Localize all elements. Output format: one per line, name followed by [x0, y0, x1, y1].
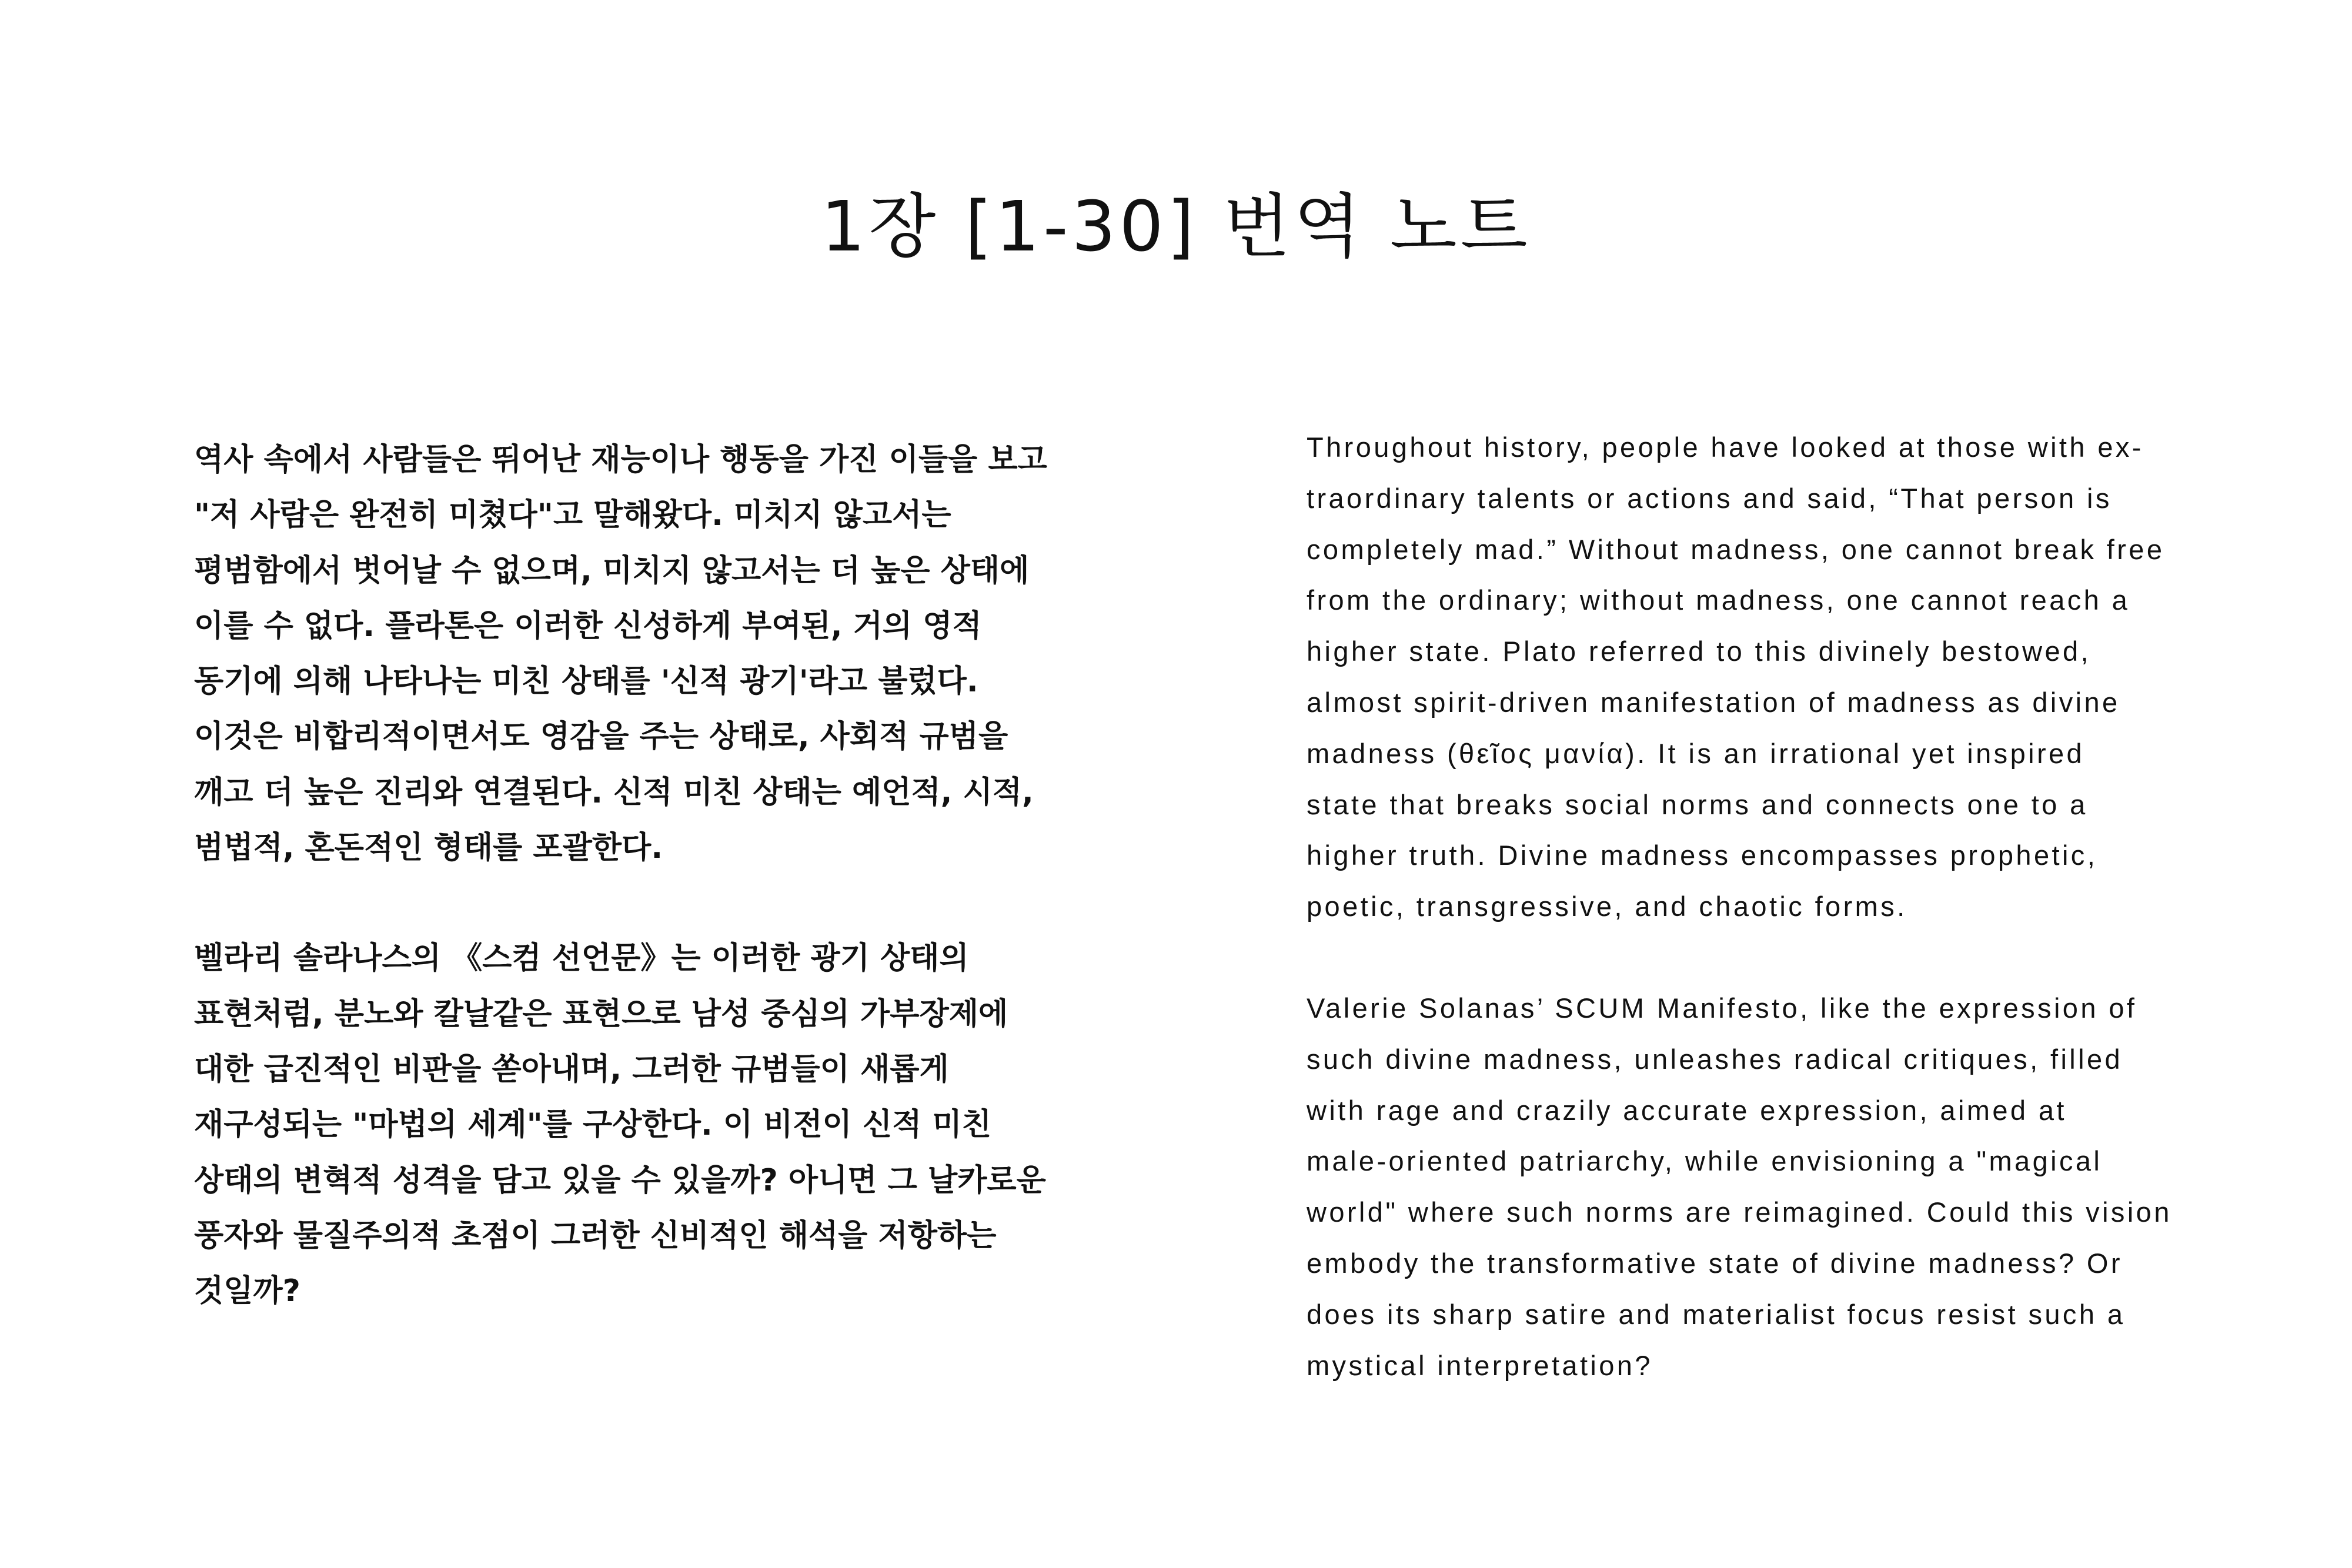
- english-column: [1307, 422, 2236, 1391]
- english-line: almost spirit-driven manifestation of madness as divine: [1307, 686, 2120, 718]
- korean-line: 깨고 더 높은 진리와 연결된다. 신적 미친 상태는 예언적, 시적,: [194, 774, 1034, 810]
- english-line: higher state. Plato referred to this divinely bestowed,: [1307, 636, 2092, 667]
- english-line: with rage and crazily accurate expression, aimed at: [1307, 1094, 2067, 1126]
- english-line: world" where such norms are reimagined. Could this vision: [1307, 1196, 2172, 1228]
- korean-line: 대한 급진적인 비판을 쏟아내며, 그러한 규범들이 새롭게: [194, 1051, 949, 1087]
- english-paragraph-2: [1307, 983, 2236, 1391]
- english-line: higher truth. Divine madness encompasses prophetic,: [1307, 840, 2098, 871]
- english-line: state that breaks social norms and connects one to a: [1307, 788, 2088, 820]
- page-title: 1장 [1-30] 번역 노트: [821, 186, 1531, 267]
- english-line: Throughout history, people have looked at those with ex-: [1307, 432, 2144, 463]
- english-paragraph-1: [1307, 422, 2236, 932]
- korean-line: 표현처럼, 분노와 칼날같은 표현으로 남성 중심의 가부장제에: [194, 996, 1008, 1032]
- english-line: traordinary talents or actions and said, “That person is: [1307, 482, 2112, 514]
- korean-line: 이것은 비합리적이면서도 영감을 주는 상태로, 사회적 규범을: [194, 719, 1008, 755]
- english-line: embody the transformative state of divine madness? Or: [1307, 1247, 2123, 1279]
- korean-paragraph-1: [194, 432, 1135, 875]
- korean-line: 벨라리 솔라나스의 《스컴 선언문》는 이러한 광기 상태의: [194, 941, 969, 977]
- korean-line: 평범함에서 벗어날 수 없으며, 미치지 않고서는 더 높은 상태에: [194, 553, 1030, 589]
- korean-line: 풍자와 물질주의적 초점이 그러한 신비적인 해석을 저항하는: [194, 1218, 997, 1253]
- english-line: completely mad.” Without madness, one cannot break free: [1307, 533, 2165, 565]
- korean-line: 동기에 의해 나타나는 미친 상태를 '신적 광기'라고 불렀다.: [194, 664, 978, 700]
- korean-column: [194, 432, 1135, 1319]
- english-line: mystical interpretation?: [1307, 1349, 1653, 1381]
- korean-line: 역사 속에서 사람들은 뛰어난 재능이나 행동을 가진 이들을 보고: [194, 442, 1047, 477]
- english-line: does its sharp satire and materialist focus resist such a: [1307, 1298, 2126, 1330]
- english-line: male-oriented patriarchy, while envisioning a "magical: [1307, 1145, 2103, 1177]
- korean-line: 재구성되는 "마법의 세계"를 구상한다. 이 비전이 신적 미친: [194, 1107, 991, 1143]
- korean-line: 이를 수 없다. 플라톤은 이러한 신성하게 부여된, 거의 영적: [194, 608, 982, 644]
- english-line: from the ordinary; without madness, one cannot reach a: [1307, 584, 2130, 616]
- korean-line: 상태의 변혁적 성격을 담고 있을 수 있을까? 아니면 그 날카로운: [194, 1162, 1046, 1198]
- english-line: poetic, transgressive, and chaotic forms.: [1307, 891, 1907, 922]
- korean-line: "저 사람은 완전히 미쳤다"고 말해왔다. 미치지 않고서는: [194, 497, 951, 533]
- english-line: such divine madness, unleashes radical critiques, filled: [1307, 1043, 2123, 1075]
- english-line: Valerie Solanas’ SCUM Manifesto, like the expression of: [1307, 992, 2137, 1024]
- korean-line: 범법적, 혼돈적인 형태를 포괄한다.: [194, 830, 663, 866]
- korean-paragraph-2: [194, 931, 1135, 1319]
- korean-line: 것일까?: [194, 1273, 300, 1309]
- english-line: madness (θεῖος μανία). It is an irrational yet inspired: [1307, 737, 2085, 769]
